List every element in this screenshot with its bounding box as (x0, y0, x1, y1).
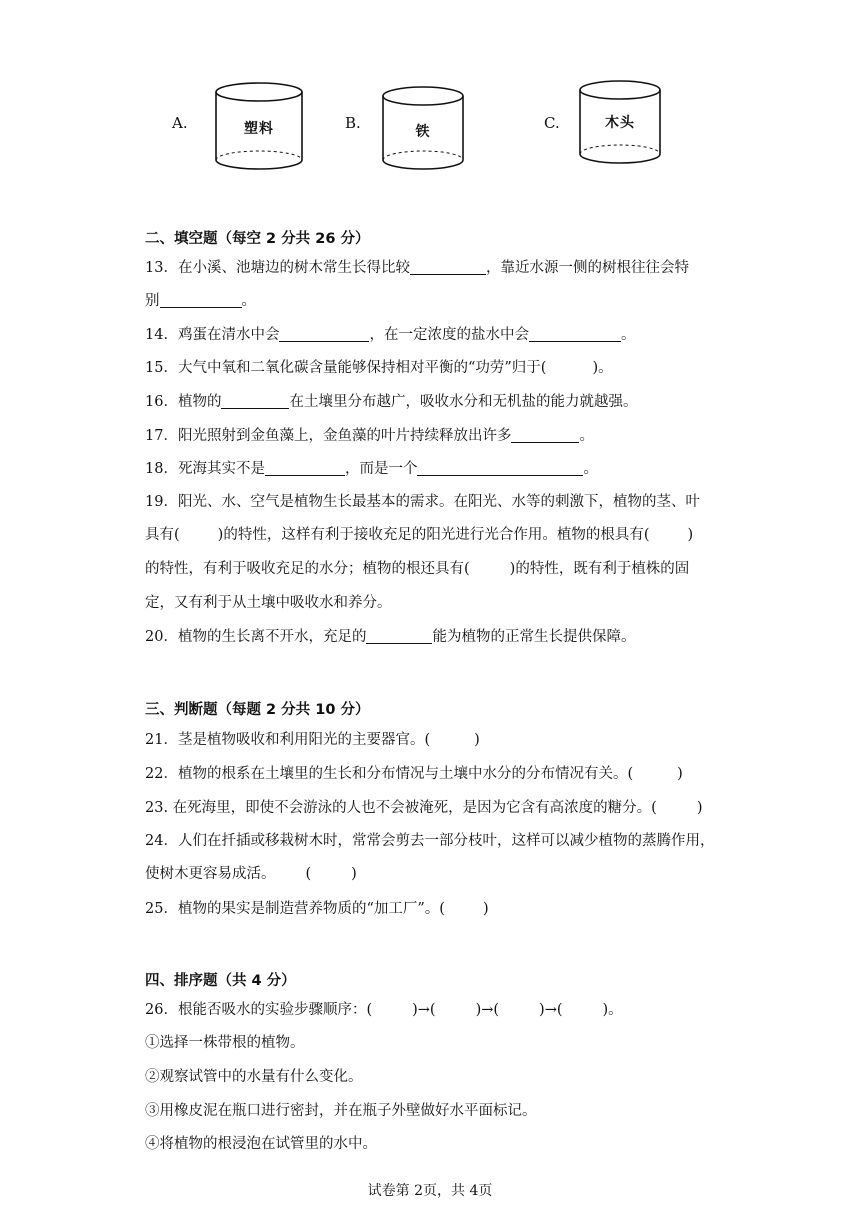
cylinder-b-text: 铁 (415, 124, 431, 140)
step-3: ③用橡皮泥在瓶口进行密封，并在瓶子外壁做好水平面标记。 (145, 1103, 537, 1119)
cylinder-a-text: 塑料 (244, 121, 274, 137)
q25-text-a: 25．植物的果实是制造营养物质的“加工厂”。( (145, 901, 445, 917)
q18-blank-2[interactable] (417, 461, 583, 476)
q26-arrow-2: )→( (475, 1002, 500, 1018)
question-17 (145, 424, 594, 445)
q18-blank-1[interactable] (265, 461, 345, 476)
q26-arrow-1: )→( (412, 1002, 436, 1018)
q18-text-b: ，而是一个 (344, 461, 418, 477)
q24-text-2b: ( (305, 866, 312, 882)
q18-text-c: 。 (583, 461, 598, 477)
q23-text-a: 23. 在死海里，即使不会游泳的人也不会被淹死，是因为它含有高浓度的糖分。( (145, 800, 657, 816)
question-19-line-4: 定，又有利于从土壤中吸收水和养分。 (145, 595, 392, 611)
question-26 (145, 998, 623, 1019)
q24-text-2a: 使树木更容易成活。 (145, 866, 276, 882)
q19-text-2c: ) (687, 527, 694, 543)
cylinder-c-text: 木头 (605, 115, 635, 131)
q20-text-a: 20．植物的生长离不开水，充足的 (145, 629, 367, 645)
q14-text-b: ，在一定浓度的盐水中会 (369, 327, 529, 343)
question-19-line-2 (145, 523, 693, 544)
q20-blank[interactable] (366, 629, 432, 644)
q26-text-end: )。 (602, 1002, 623, 1018)
q19-text-2a: 具有( (145, 527, 180, 543)
q13-blank-2[interactable] (160, 293, 242, 308)
q17-text-b: 。 (579, 428, 594, 444)
step-4: ④将植物的根浸泡在试管里的水中。 (145, 1136, 377, 1152)
q17-blank[interactable] (511, 428, 579, 443)
question-14 (145, 323, 635, 344)
q23-text-b: ) (696, 800, 703, 816)
question-15 (145, 356, 613, 377)
cylinder-a-figure (213, 80, 305, 176)
q19-text-3b: )的特性，既有利于植株的固 (509, 561, 690, 577)
question-23 (145, 796, 703, 817)
section-fill-heading: 二、填空题（每空 2 分共 26 分） (145, 231, 370, 247)
page-footer: 试卷第 2页，共 4页 (367, 1183, 493, 1199)
q14-text-c: 。 (620, 327, 636, 343)
step-1: ①选择一株带根的植物。 (145, 1035, 305, 1051)
q21-text-a: 21．茎是植物吸收和利用阳光的主要器官。( (145, 732, 431, 748)
question-19-line-1: 19．阳光、水、空气是植物生长最基本的需求。在阳光、水等的刺激下，植物的茎、叶 (145, 494, 700, 510)
q22-text-a: 22．植物的根系在土壤里的生长和分布情况与土壤中水分的分布情况有关。( (145, 766, 634, 782)
q17-text-a: 17．阳光照射到金鱼藻上，金鱼藻的叶片持续释放出许多 (145, 428, 512, 444)
question-13-line-1 (145, 256, 689, 277)
option-a-label: A. (172, 114, 188, 132)
q24-text-2c: ) (351, 866, 357, 882)
question-13-line-2 (145, 289, 256, 310)
q16-text-a: 16．植物的 (145, 394, 222, 410)
q14-text-a: 14．鸡蛋在清水中会 (145, 327, 280, 343)
q14-blank-1[interactable] (279, 327, 369, 342)
q13-text-a: 13．在小溪、池塘边的树木常生长得比较 (145, 260, 410, 276)
q16-text-b: 在土壤里分布越广，吸收水分和无机盐的能力就越强。 (289, 394, 638, 410)
q26-text-a: 26．根能否吸水的实验步骤顺序：( (145, 1002, 373, 1018)
q14-blank-2[interactable] (529, 327, 621, 342)
step-2: ②观察试管中的水量有什么变化。 (145, 1069, 363, 1085)
question-24-line-1: 24．人们在扦插或移栽树木时，常常会剪去一部分枝叶，这样可以减少植物的蒸腾作用， (145, 833, 715, 849)
question-19-line-3 (145, 557, 689, 578)
q13-text-d: 。 (241, 293, 256, 309)
question-20 (145, 625, 635, 646)
q15-text-b: )。 (592, 360, 613, 376)
q19-text-3a: 的特性，有利于吸收充足的水分；植物的根还具有( (145, 561, 470, 577)
q21-text-b: ) (474, 732, 480, 748)
q19-text-2b: )的特性，这样有利于接收充足的阳光进行光合作用。植物的根具有( (217, 527, 650, 543)
cylinder-c-figure (577, 78, 663, 168)
question-16 (145, 390, 637, 411)
option-c-label: C. (544, 114, 560, 132)
q15-text-a: 15．大气中氧和二氧化碳含量能够保持相对平衡的“功劳”归于( (145, 360, 547, 376)
q18-text-a: 18．死海其实不是 (145, 461, 265, 477)
q13-text-b: ，靠近水源一侧的树根往往会特 (485, 260, 689, 276)
q13-text-c: 别 (145, 293, 160, 309)
question-18 (145, 457, 598, 478)
question-21 (145, 728, 480, 749)
q26-arrow-3: )→( (539, 1002, 563, 1018)
q16-blank[interactable] (221, 394, 289, 409)
q25-text-b: ) (482, 901, 489, 917)
option-b-label: B. (345, 114, 361, 132)
q20-text-b: 能为植物的正常生长提供保障。 (432, 629, 636, 645)
section-order-heading: 四、排序题（共 4 分） (145, 973, 296, 989)
q13-blank-1[interactable] (410, 260, 486, 275)
section-judge-heading: 三、判断题（每题 2 分共 10 分） (145, 702, 370, 718)
question-25 (145, 897, 489, 918)
question-24-line-2 (145, 862, 357, 883)
q22-text-b: ) (677, 766, 683, 782)
question-22 (145, 762, 683, 783)
cylinder-b-figure (380, 84, 466, 174)
